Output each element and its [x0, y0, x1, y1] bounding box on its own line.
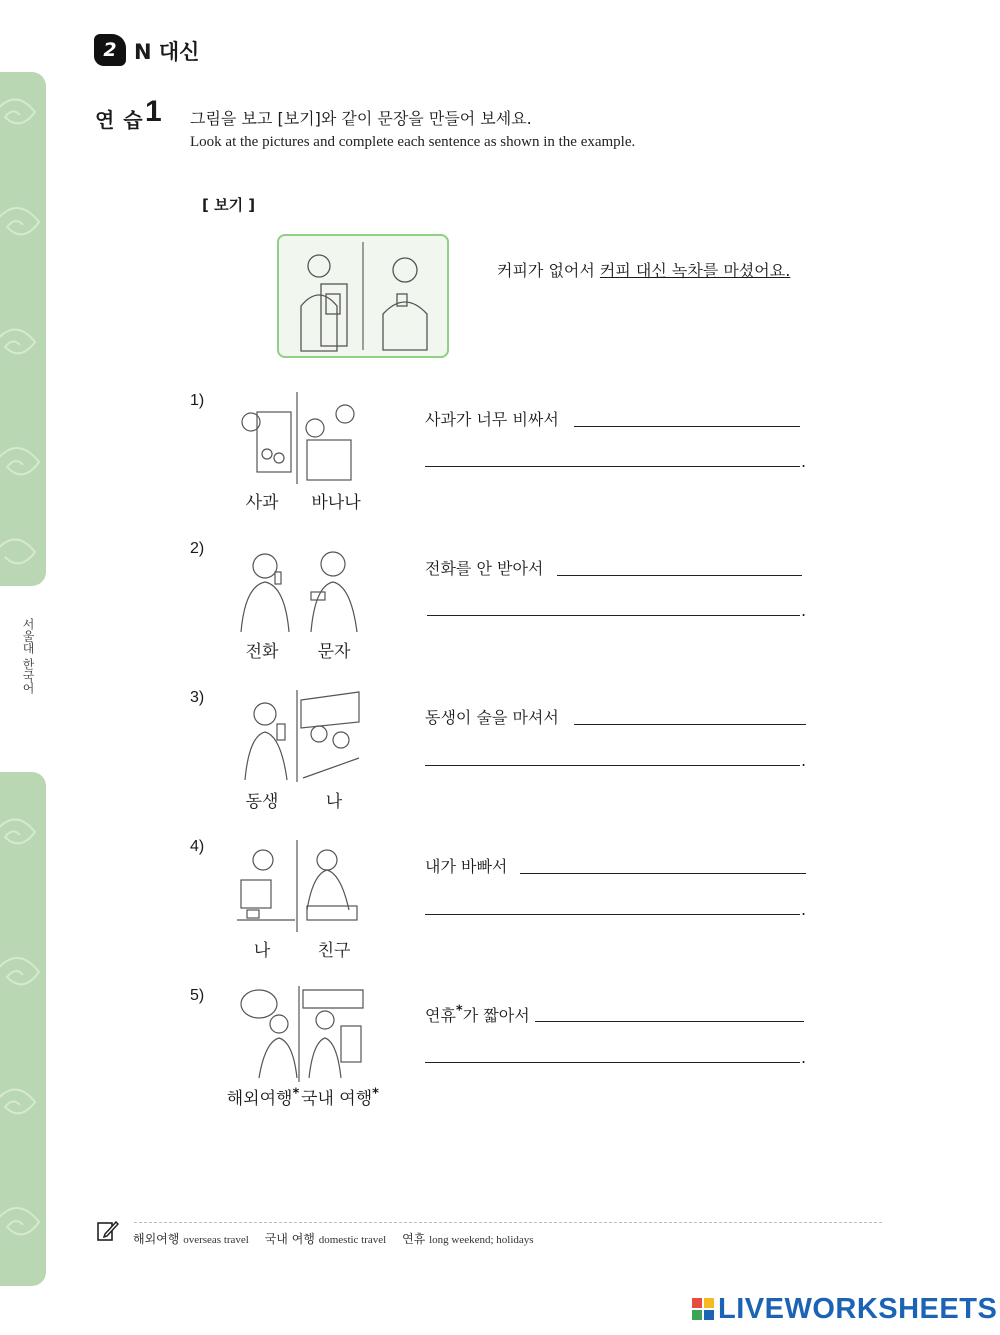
item-1-answer-line-1[interactable]: [574, 426, 800, 427]
section-title: N 대신: [134, 40, 200, 64]
exercise-number: 1: [145, 95, 162, 128]
liveworksheets-logo-text[interactable]: LIVEWORKSHEETS: [718, 1293, 998, 1325]
example-sentence: [497, 258, 790, 281]
item-3-illustration: [237, 690, 361, 782]
item-3-period: .: [801, 751, 807, 770]
item-3-caption-right: 나: [325, 792, 343, 812]
item-5-answer-line-2[interactable]: [425, 1062, 800, 1063]
side-decoration-top: [0, 72, 46, 586]
item-1-caption-right: 바나나: [311, 493, 361, 513]
item-3-answer-line-2[interactable]: [425, 765, 800, 766]
item-2-number: 2): [190, 540, 205, 557]
section-number-badge: 2: [94, 34, 126, 66]
example-illustration: [277, 234, 449, 358]
item-2-period: .: [801, 601, 807, 620]
example-sentence-prefix: 커피가 없어서: [497, 261, 600, 280]
example-sentence-answer: 커피 대신 녹차를 마셨어요.: [599, 261, 791, 280]
item-2-answer-line-1[interactable]: [557, 575, 802, 576]
footnote-gloss-1: overseas travel: [183, 1234, 249, 1246]
item-5-caption-right: 국내 여행*: [301, 1086, 379, 1109]
pencil-note-icon: [97, 1220, 119, 1242]
item-5-period: .: [801, 1048, 807, 1067]
footnote-divider: [134, 1222, 882, 1223]
item-1-prompt: 사과가 너무 비싸서: [425, 410, 559, 429]
footnote-term-2: 국내 여행: [264, 1232, 315, 1246]
item-5-prompt: 연휴*가 짧아서: [425, 1003, 530, 1025]
item-4-prompt: 내가 바빠서: [425, 857, 508, 876]
item-4-caption-right: 친구: [317, 941, 351, 961]
item-3-answer-line-1[interactable]: [574, 724, 806, 725]
item-4-answer-line-2[interactable]: [425, 914, 800, 915]
item-3-prompt: 동생이 술을 마셔서: [425, 708, 559, 727]
footnote-gloss-3: long weekend; holidays: [429, 1234, 534, 1246]
vocabulary-footnote: [133, 1230, 534, 1247]
item-2-caption-right: 문자: [317, 642, 351, 662]
item-4-answer-line-1[interactable]: [520, 873, 806, 874]
item-1-caption-left: 사과: [245, 493, 279, 513]
item-4-illustration: [237, 840, 361, 932]
footnote-term-1: 해외여행: [133, 1232, 180, 1246]
item-4-number: 4): [190, 838, 205, 855]
item-1-number: 1): [190, 392, 205, 409]
footnote-gloss-2: domestic travel: [318, 1234, 387, 1246]
side-decoration-bottom: [0, 772, 46, 1286]
exercise-label: 연 습: [95, 108, 144, 132]
liveworksheets-logo-icon: [690, 1294, 716, 1328]
item-3-caption-left: 동생: [245, 792, 279, 812]
example-label: [ 보기 ]: [202, 196, 256, 214]
item-1-illustration: [237, 392, 361, 484]
side-brand-label: 서울대 한국어: [21, 618, 35, 694]
item-1-answer-line-2[interactable]: [425, 466, 800, 467]
item-5-answer-line-1[interactable]: [535, 1021, 804, 1022]
item-2-prompt: 전화를 안 받아서: [425, 559, 544, 578]
item-1-period: .: [801, 452, 807, 471]
instruction-english: Look at the pictures and complete each sentence as shown in the example.: [190, 134, 636, 150]
instruction-korean: 그림을 보고 [보기]와 같이 문장을 만들어 보세요.: [190, 109, 532, 128]
item-2-illustration: [237, 542, 361, 634]
item-3-number: 3): [190, 689, 205, 706]
item-5-number: 5): [190, 987, 205, 1004]
item-2-caption-left: 전화: [245, 642, 279, 662]
item-2-answer-line-2[interactable]: [427, 615, 800, 616]
item-5-caption-left: 해외여행*: [226, 1086, 300, 1109]
item-4-caption-left: 나: [253, 941, 271, 961]
item-5-illustration: [237, 986, 367, 1082]
item-4-period: .: [801, 900, 807, 919]
footnote-term-3: 연휴: [402, 1232, 426, 1246]
